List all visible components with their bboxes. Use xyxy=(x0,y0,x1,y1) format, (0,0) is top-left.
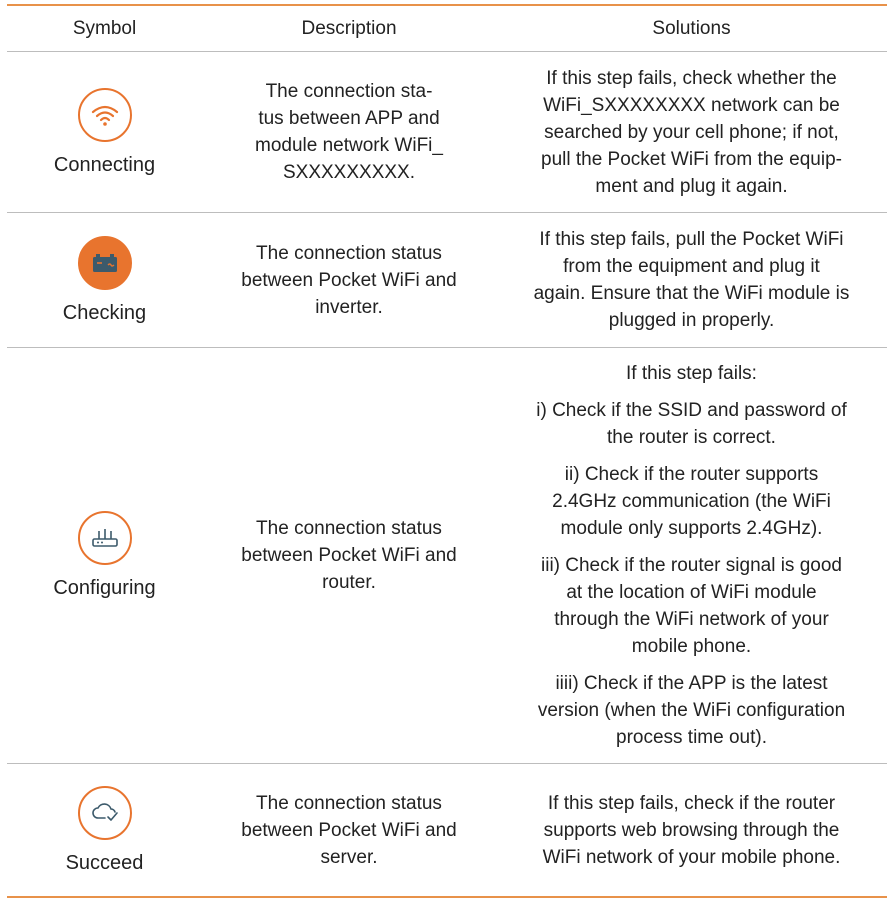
router-icon xyxy=(78,511,132,565)
inverter-icon xyxy=(78,236,132,290)
solution-paragraph xyxy=(626,360,757,387)
cloud-check-icon xyxy=(78,786,132,840)
description-line: router. xyxy=(322,572,376,593)
solution-paragraph xyxy=(538,670,845,751)
solution-line: at the location of WiFi module xyxy=(566,582,817,603)
solution-line: supports web browsing through the xyxy=(543,819,840,841)
solution-line: 2.4GHz communication (the WiFi xyxy=(552,491,831,512)
solutions-cell xyxy=(496,348,887,763)
solution-line: ii) Check if the router supports xyxy=(564,464,819,485)
description-line: tus between APP and xyxy=(258,108,440,129)
solution-line: pull the Pocket WiFi from the equip- xyxy=(541,148,842,170)
solution-paragraph xyxy=(541,552,842,660)
description-line: The connection status xyxy=(256,792,442,814)
symbol-cell xyxy=(7,348,202,763)
solution-line: plugged in properly. xyxy=(608,310,775,331)
description-cell xyxy=(202,348,496,763)
description-line: The connection status xyxy=(256,518,442,539)
description-line: between Pocket WiFi and xyxy=(241,819,457,841)
troubleshooting-table xyxy=(7,4,887,898)
solutions-cell xyxy=(496,213,887,347)
solution-line: WiFi_SXXXXXXXX network can be xyxy=(543,94,840,116)
status-label: Succeed xyxy=(65,851,144,874)
solution-line: module only supports 2.4GHz). xyxy=(560,518,823,539)
solution-line: i) Check if the SSID and password of xyxy=(536,400,847,421)
description-line: module network WiFi_ xyxy=(255,135,443,156)
description-line: The connection sta- xyxy=(265,81,433,102)
description-line: inverter. xyxy=(315,296,383,318)
table-header xyxy=(7,6,887,52)
solution-line: searched by your cell phone; if not, xyxy=(544,121,839,143)
solutions-cell xyxy=(496,52,887,212)
solution-paragraph xyxy=(543,790,841,871)
solution-line: iii) Check if the router signal is good xyxy=(541,555,842,576)
symbol-cell xyxy=(7,764,202,896)
description-cell xyxy=(202,764,496,896)
header-description: Description xyxy=(301,17,397,39)
status-label: Checking xyxy=(62,301,147,324)
description-line: The connection status xyxy=(256,242,442,264)
header-solutions: Solutions xyxy=(652,17,731,39)
description-cell xyxy=(202,213,496,347)
description-line: SXXXXXXXXX. xyxy=(282,162,415,183)
status-label: Connecting xyxy=(53,153,156,176)
wifi-icon xyxy=(78,88,132,142)
status-label: Configuring xyxy=(53,577,156,599)
solution-line: ment and plug it again. xyxy=(595,175,788,197)
description-line: between Pocket WiFi and xyxy=(241,545,457,566)
solution-line: WiFi network of your mobile phone. xyxy=(542,846,841,868)
description-cell xyxy=(202,52,496,212)
solution-paragraph xyxy=(541,65,842,200)
solution-line: version (when the WiFi configuration xyxy=(537,700,846,721)
description-line: server. xyxy=(320,846,378,868)
solution-line: process time out). xyxy=(616,727,767,748)
solution-line: If this step fails, pull the Pocket WiFi xyxy=(539,229,844,250)
solution-line: the router is correct. xyxy=(607,427,776,448)
solution-line: again. Ensure that the WiFi module is xyxy=(533,283,850,304)
solution-line: If this step fails, check if the router xyxy=(547,792,836,814)
solution-line: from the equipment and plug it xyxy=(563,256,820,277)
solution-line: through the WiFi network of your xyxy=(554,609,829,630)
header-symbol: Symbol xyxy=(72,17,137,39)
solution-line: iiii) Check if the APP is the latest xyxy=(555,673,828,694)
solution-line: If this step fails: xyxy=(626,363,757,384)
table-row-connecting xyxy=(7,52,887,213)
symbol-cell xyxy=(7,52,202,212)
solution-paragraph xyxy=(536,397,846,451)
table-row-succeed xyxy=(7,764,887,896)
solution-paragraph xyxy=(552,461,831,542)
symbol-cell xyxy=(7,213,202,347)
solution-line: mobile phone. xyxy=(631,636,752,657)
table-row-configuring xyxy=(7,348,887,764)
table-row-checking xyxy=(7,213,887,348)
solution-paragraph xyxy=(534,226,850,334)
description-line: between Pocket WiFi and xyxy=(241,269,457,291)
solution-line: If this step fails, check whether the xyxy=(546,67,837,89)
solutions-cell xyxy=(496,764,887,896)
